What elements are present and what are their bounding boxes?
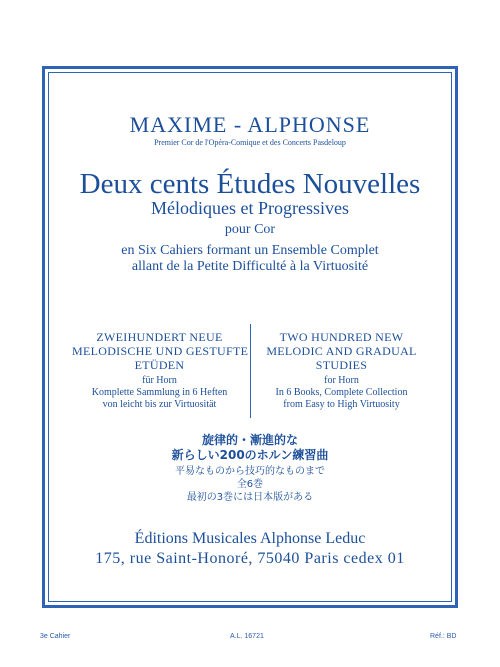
work-subtitle: Mélodiques et Progressives [151, 198, 349, 218]
japanese-line-3: 平易なものから技巧的なものまで [175, 466, 325, 477]
english-title-block [254, 330, 429, 411]
german-line-1: Komplette Sammlung in 6 Heften [91, 387, 228, 398]
reference-code: Réf.: BD [430, 633, 457, 640]
german-title-block [72, 330, 247, 411]
volume-label: 3e Cahier [40, 633, 71, 640]
german-title-2: MELODISCHE UND GESTUFTE [72, 344, 249, 358]
series-description-2: allant de la Petite Difficulté à la Virtuosité [131, 259, 369, 274]
german-title-1: ZWEIHUNDERT NEUE [96, 330, 223, 344]
english-title-3: STUDIES [315, 358, 368, 372]
publisher-name: Éditions Musicales Alphonse Leduc [134, 530, 366, 547]
column-divider [250, 324, 251, 418]
english-line-1: In 6 Books, Complete Collection [275, 387, 408, 398]
author-subtitle: Premier Cor de l'Opéra-Comique et des Concerts Pasdeloup [154, 138, 346, 147]
work-title: Deux cents Études Nouvelles [79, 168, 421, 200]
publisher-address: 175, rue Saint-Honoré, 75040 Paris cedex 01 [95, 550, 405, 567]
japanese-line-4: 全6巻 [236, 479, 264, 490]
catalog-number: A.L. 16721 [230, 633, 264, 640]
japanese-title-2: 新らしい200のホルン練習曲 [171, 448, 329, 462]
series-description-1: en Six Cahiers formant un Ensemble Complet [121, 243, 379, 258]
german-instrument: für Horn [142, 375, 177, 386]
english-title-1: TWO HUNDRED NEW [279, 330, 404, 344]
japanese-line-5: 最初の3巻には日本版がある [186, 492, 314, 503]
english-line-2: from Easy to High Virtuosity [283, 399, 400, 410]
english-title-2: MELODIC AND GRADUAL [266, 344, 417, 358]
author-name: MAXIME - ALPHONSE [129, 112, 371, 137]
english-instrument: for Horn [324, 375, 359, 386]
german-line-2: von leicht bis zur Virtuosität [102, 399, 217, 410]
german-title-3: ETÜDEN [134, 358, 185, 372]
japanese-title-1: 旋律的・漸進的な [201, 433, 298, 447]
instrument-label: pour Cor [224, 222, 276, 237]
